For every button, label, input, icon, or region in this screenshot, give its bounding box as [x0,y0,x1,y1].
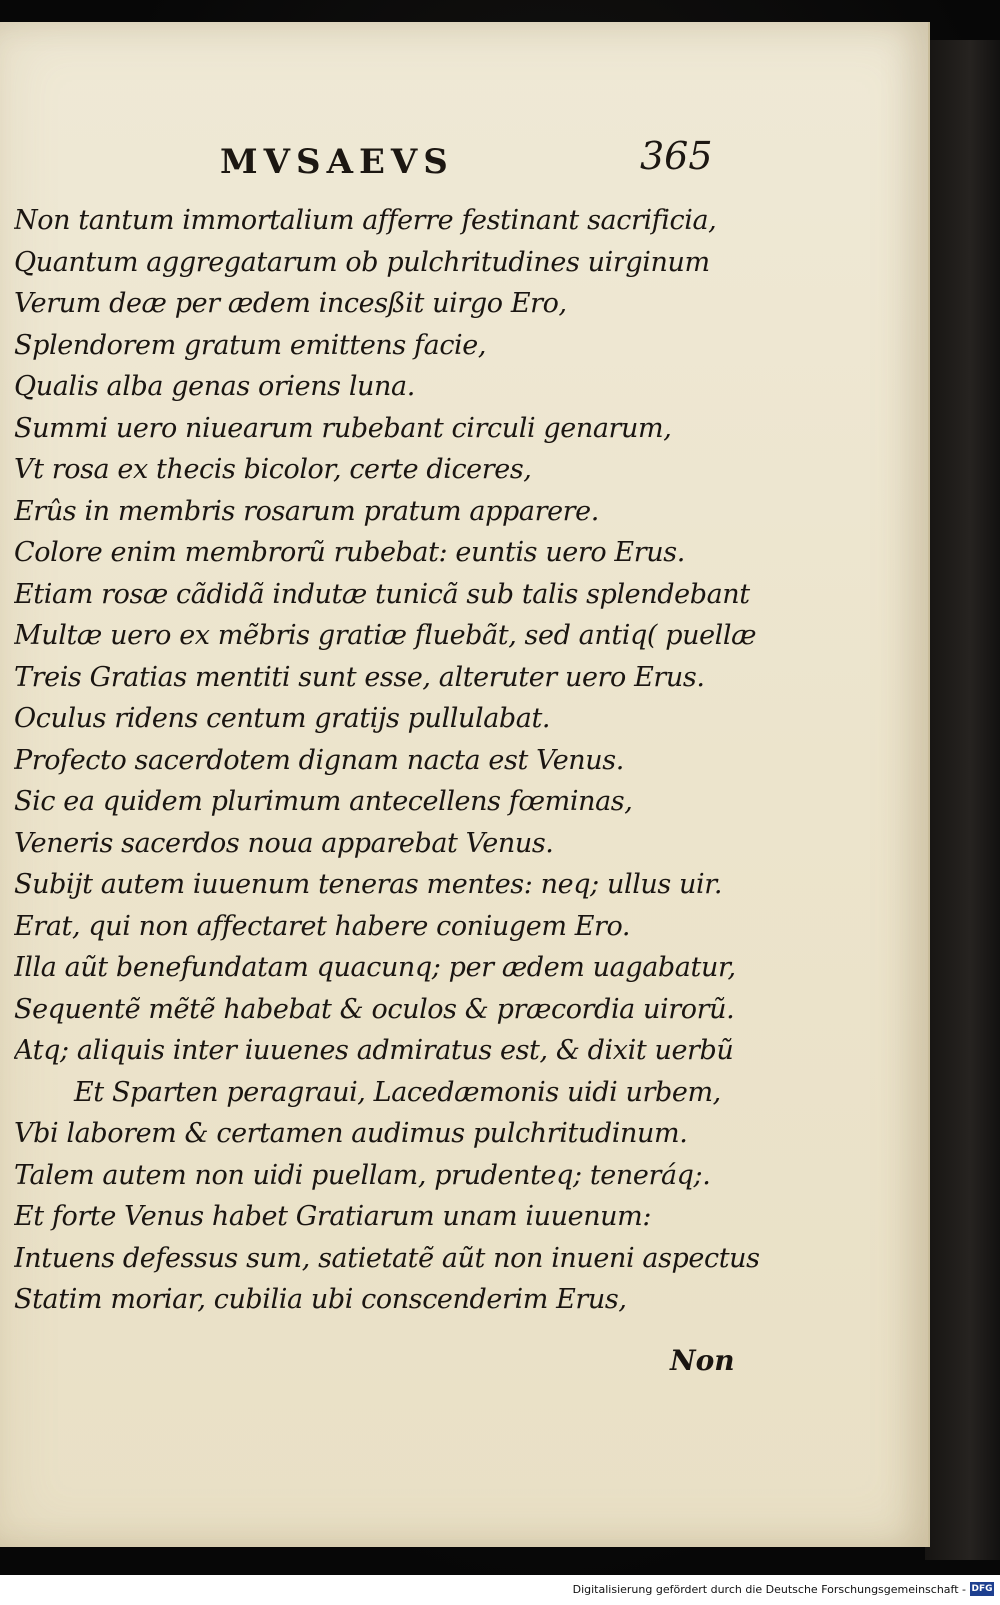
verse-line: Et Sparten peragraui, Lacedæmonis uidi urbem, [74,1076,721,1108]
verse-line: Subijt autem iuuenum teneras mentes: neq; ullus uir. [14,869,723,900]
verse-line: Intuens defessus sum, satietatẽ aũt non inueni aspectus [14,1242,760,1274]
verse-line: Etiam rosæ cãdidã indutæ tunicã sub talis splendebant [14,578,750,610]
verse-line: Vbi laborem & certamen audimus pulchritudinum. [14,1118,688,1149]
verse-line: Talem autem non uidi puellam, prudenteq; teneráq;. [14,1159,711,1191]
page-number: 365 [640,134,713,178]
verse-line: Treis Gratias mentiti sunt esse, alteruter uero Erus. [14,661,705,693]
verse-line: Erûs in membris rosarum pratum apparere. [14,495,599,527]
verse-line: Summi uero niuearum rubebant circuli genarum, [14,412,672,444]
verse-line: Multæ uero ex mẽbris gratiæ fluebãt, sed antiq( puellæ [14,620,757,651]
verse-line: Sic ea quidem plurimum antecellens fœminas, [14,786,633,817]
digitization-credit-text: Digitalisierung gefördert durch die Deutsche Forschungsgemeinschaft - [572,1583,966,1596]
digitization-credit-bar [0,1575,1000,1605]
verse-line: Colore enim membrorũ rubebat: euntis uero Erus. [14,537,685,568]
verse-line: Erat, qui non affectaret habere coniugem Ero. [14,910,631,942]
verse-line: Et forte Venus habet Gratiarum unam iuuenum: [14,1201,652,1232]
verse-text-block [14,200,894,1321]
verse-line: Vt rosa ex thecis bicolor, certe diceres, [14,454,532,485]
verse-line: Splendorem gratum emittens facie, [14,329,487,361]
verse-line: Profecto sacerdotem dignam nacta est Venus. [14,744,624,776]
book-page [0,22,930,1547]
verse-line: Verum deæ per ædem incesßit uirgo Ero, [14,288,567,319]
catchword: Non [670,1344,735,1377]
adjacent-page-edge [925,40,1000,1560]
verse-line: Illa aũt benefundatam quacunq; per ædem uagabatur, [14,952,736,983]
verse-line: Oculus ridens centum gratijs pullulabat. [14,703,551,734]
verse-line: Statim moriar, cubilia ubi conscenderim Erus, [14,1284,627,1315]
verse-line: Sequentẽ mẽtẽ habebat & oculos & præcordia uirorũ. [14,993,735,1025]
verse-line: Non tantum immortalium afferre festinant sacrificia, [14,205,717,236]
dfg-logo-icon: DFG [971,1584,993,1594]
running-title: MVSAEVS [220,142,454,182]
verse-line: Veneris sacerdos noua apparebat Venus. [14,827,554,859]
verse-line: Atq; aliquis inter iuuenes admiratus est, & dixit uerbũ [14,1035,734,1066]
verse-line: Qualis alba genas oriens luna. [14,371,415,402]
verse-line: Quantum aggregatarum ob pulchritudines uirginum [14,246,710,278]
